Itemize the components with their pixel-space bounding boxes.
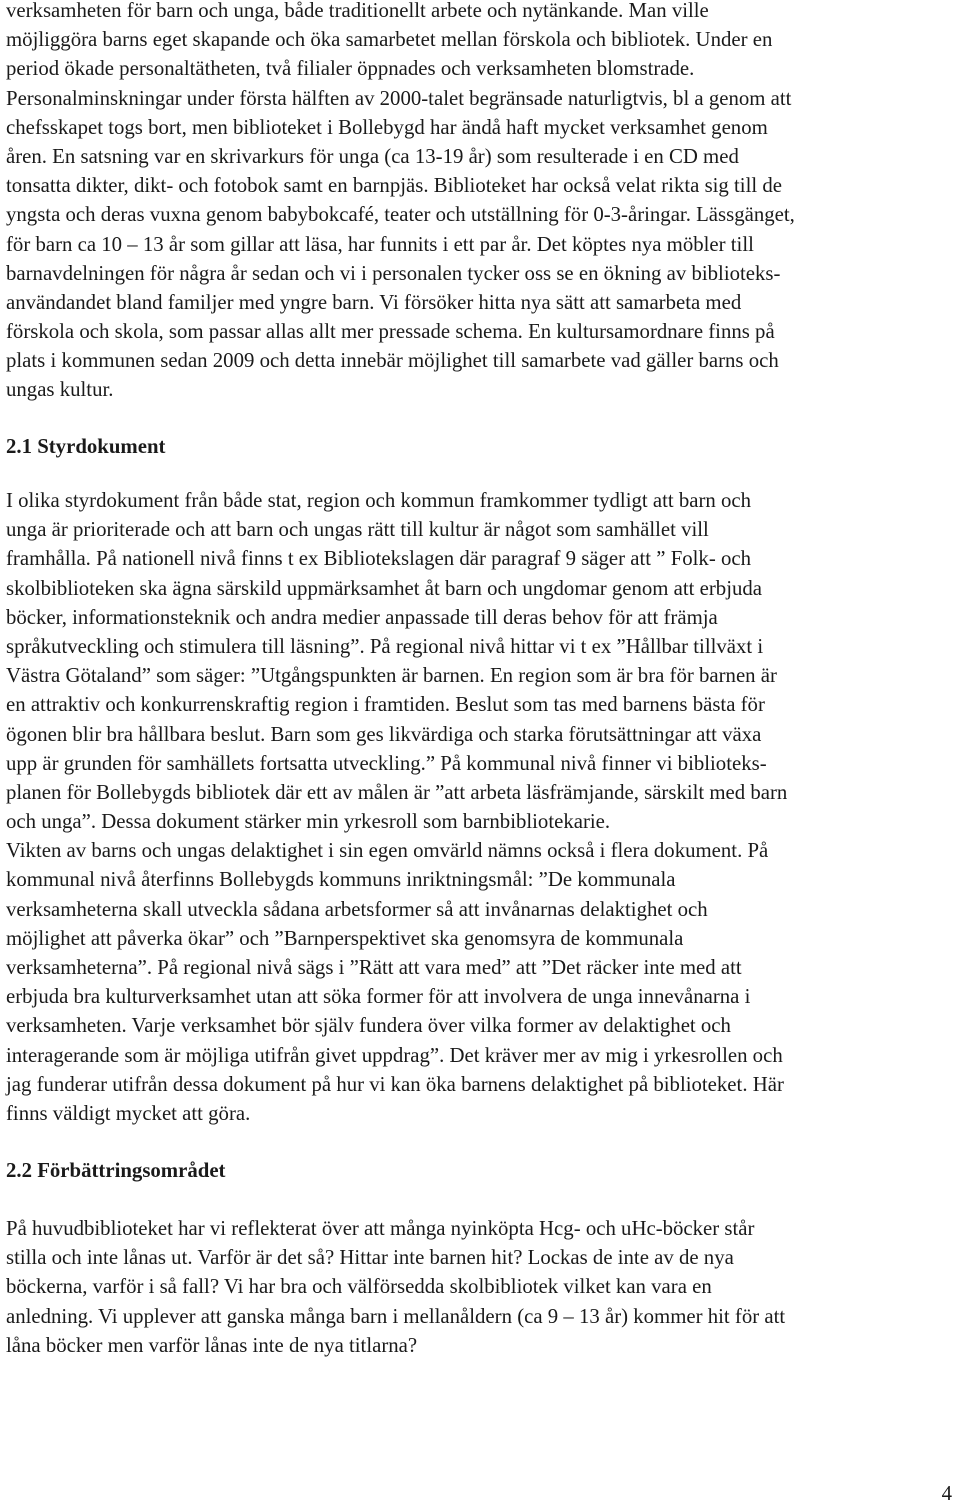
text-line: verksamheterna”. På regional nivå sägs i ”Rätt att vara med” att ”Det räcker inte med att <box>6 956 742 979</box>
text-line: period ökade personaltätheten, två filialer öppnades och verksamheten blomstrade. <box>6 57 695 81</box>
text-line: yngsta och deras vuxna genom babybokcafé, teater och utställning för 0-3-åringar. Lässgänget, <box>6 203 795 227</box>
text-line: anledning. Vi upplever att ganska många barn i mellanåldern (ca 9 – 13 år) kommer hit för att <box>6 1304 786 1328</box>
text-line: planen för Bollebygds bibliotek där ett av målen är ”att arbeta läsfrämjande, särskilt med barn <box>6 780 788 804</box>
text-line: stilla och inte lånas ut. Varför är det så? Hittar inte barnen hit? Lockas de inte av de nya <box>6 1246 734 1270</box>
text-line: verksamheterna skall utveckla sådana arbetsformer så att invånarnas delaktighet och <box>6 897 708 921</box>
text-line: barnavdelningen för några år sedan och vi i personalen tycker oss se en ökning av biblioteks- <box>6 261 781 285</box>
text-line: förskola och skola, som passar allas allt mer pressade schema. En kultursamordnare finns på <box>6 320 775 344</box>
text-line: jag funderar utifrån dessa dokument på hur vi kan öka barnens delaktighet på biblioteket. Här <box>6 1072 784 1096</box>
text-line: skolbiblioteken ska ägna särskild uppmärksamhet åt barn och ungdomar genom att erbjuda <box>6 576 762 600</box>
text-line: Personalminskningar under första hälften av 2000-talet begränsade naturligtvis, bl a genom att <box>6 86 792 110</box>
text-line: framhålla. På nationell nivå finns t ex Bibliotekslagen där paragraf 9 säger att ” Folk- och <box>6 547 751 571</box>
text-line: På huvudbiblioteket har vi reflekterat över att många nyinköpta Hcg- och uHc-böcker står <box>6 1217 755 1240</box>
text-line: plats i kommunen sedan 2009 och detta innebär möjlighet till samarbete vad gäller barns och <box>6 349 779 373</box>
text-line: språkutveckling och stimulera till läsning”. På regional nivå hittar vi t ex ”Hållbar tillväxt i <box>6 634 764 658</box>
text-line: och unga”. Dessa dokument stärker min yrkesroll som barnbibliotekarie. <box>6 810 611 834</box>
text-line: verksamheten för barn och unga, både traditionellt arbete och nytänkande. Man ville <box>6 0 709 22</box>
text-line: finns väldigt mycket att göra. <box>6 1101 251 1125</box>
text-line: möjlighet att påverka ökar” och ”Barnperspektivet ska genomsyra de kommunala <box>6 926 684 950</box>
text-line: åren. En satsning var en skrivarkurs för unga (ca 13-19 år) som resulterade i en CD med <box>6 144 739 168</box>
page-number: 4 <box>941 1482 952 1505</box>
text-line: chefsskapet togs bort, men biblioteket i Bollebygd har ändå haft mycket verksamhet genom <box>6 115 768 139</box>
text-line: för barn ca 10 – 13 år som gillar att läsa, har funnits i ett par år. Det köptes nya möbler till <box>6 232 754 256</box>
text-line: unga är prioriterade och att barn och ungas rätt till kultur är något som samhället vill <box>6 518 709 542</box>
text-line: en attraktiv och konkurrenskraftig region i framtiden. Beslut som tas med barnens bästa för <box>6 693 765 717</box>
section-heading-forbattringsomradet: 2.2 Förbättringsområdet <box>6 1159 226 1182</box>
text-line: verksamheten. Varje verksamhet bör själv fundera över vilka former av delaktighet och <box>6 1014 731 1038</box>
text-line: användandet bland familjer med yngre barn. Vi försöker hitta nya sätt att samarbeta med <box>6 290 742 314</box>
text-line: upp är grunden för samhällets fortsatta utveckling.” På kommunal nivå finner vi biblioteks- <box>6 751 767 775</box>
text-line: tonsatta dikter, dikt- och fotobok samt en barnpjäs. Biblioteket har också velat rikta sig till de <box>6 174 782 198</box>
text-line: Vikten av barns och ungas delaktighet i sin egen omvärld nämns också i flera dokument. På <box>6 839 769 863</box>
text-line: Västra Götaland” som säger: ”Utgångspunkten är barnen. En region som är bra för barnen är <box>6 664 777 688</box>
text-line: möjliggöra barns eget skapande och öka samarbetet mellan förskola och bibliotek. Under en <box>6 28 773 52</box>
text-line: ungas kultur. <box>6 378 114 402</box>
text-line: böcker, informationsteknik och andra medier anpassade till deras behov för att främja <box>6 605 718 629</box>
intro-paragraph <box>6 0 795 405</box>
text-line: ögonen blir bra hållbara beslut. Barn som ges likvärdiga och starka förutsättningar att växa <box>6 722 762 746</box>
text-line: interagerande som är möjliga utifrån givet uppdrag”. Det kräver mer av mig i yrkesrollen och <box>6 1043 783 1067</box>
text-line: låna böcker men varför lånas inte de nya titlarna? <box>6 1333 418 1357</box>
text-line: erbjuda bra kulturverksamhet utan att söka former för att involvera de unga innevånarna i <box>6 985 751 1009</box>
section-heading-styrdokument: 2.1 Styrdokument <box>6 435 166 458</box>
styrdokument-paragraph <box>6 486 787 1128</box>
text-line: kommunal nivå återfinns Bollebygds kommuns inriktningsmål: ”De kommunala <box>6 868 676 892</box>
forbattringsomradet-paragraph <box>6 1214 785 1360</box>
text-line: I olika styrdokument från både stat, region och kommun framkommer tydligt att barn och <box>6 489 752 512</box>
text-line: böckerna, varför i så fall? Vi har bra och välförsedda skolbibliotek vilket kan vara en <box>6 1275 712 1299</box>
